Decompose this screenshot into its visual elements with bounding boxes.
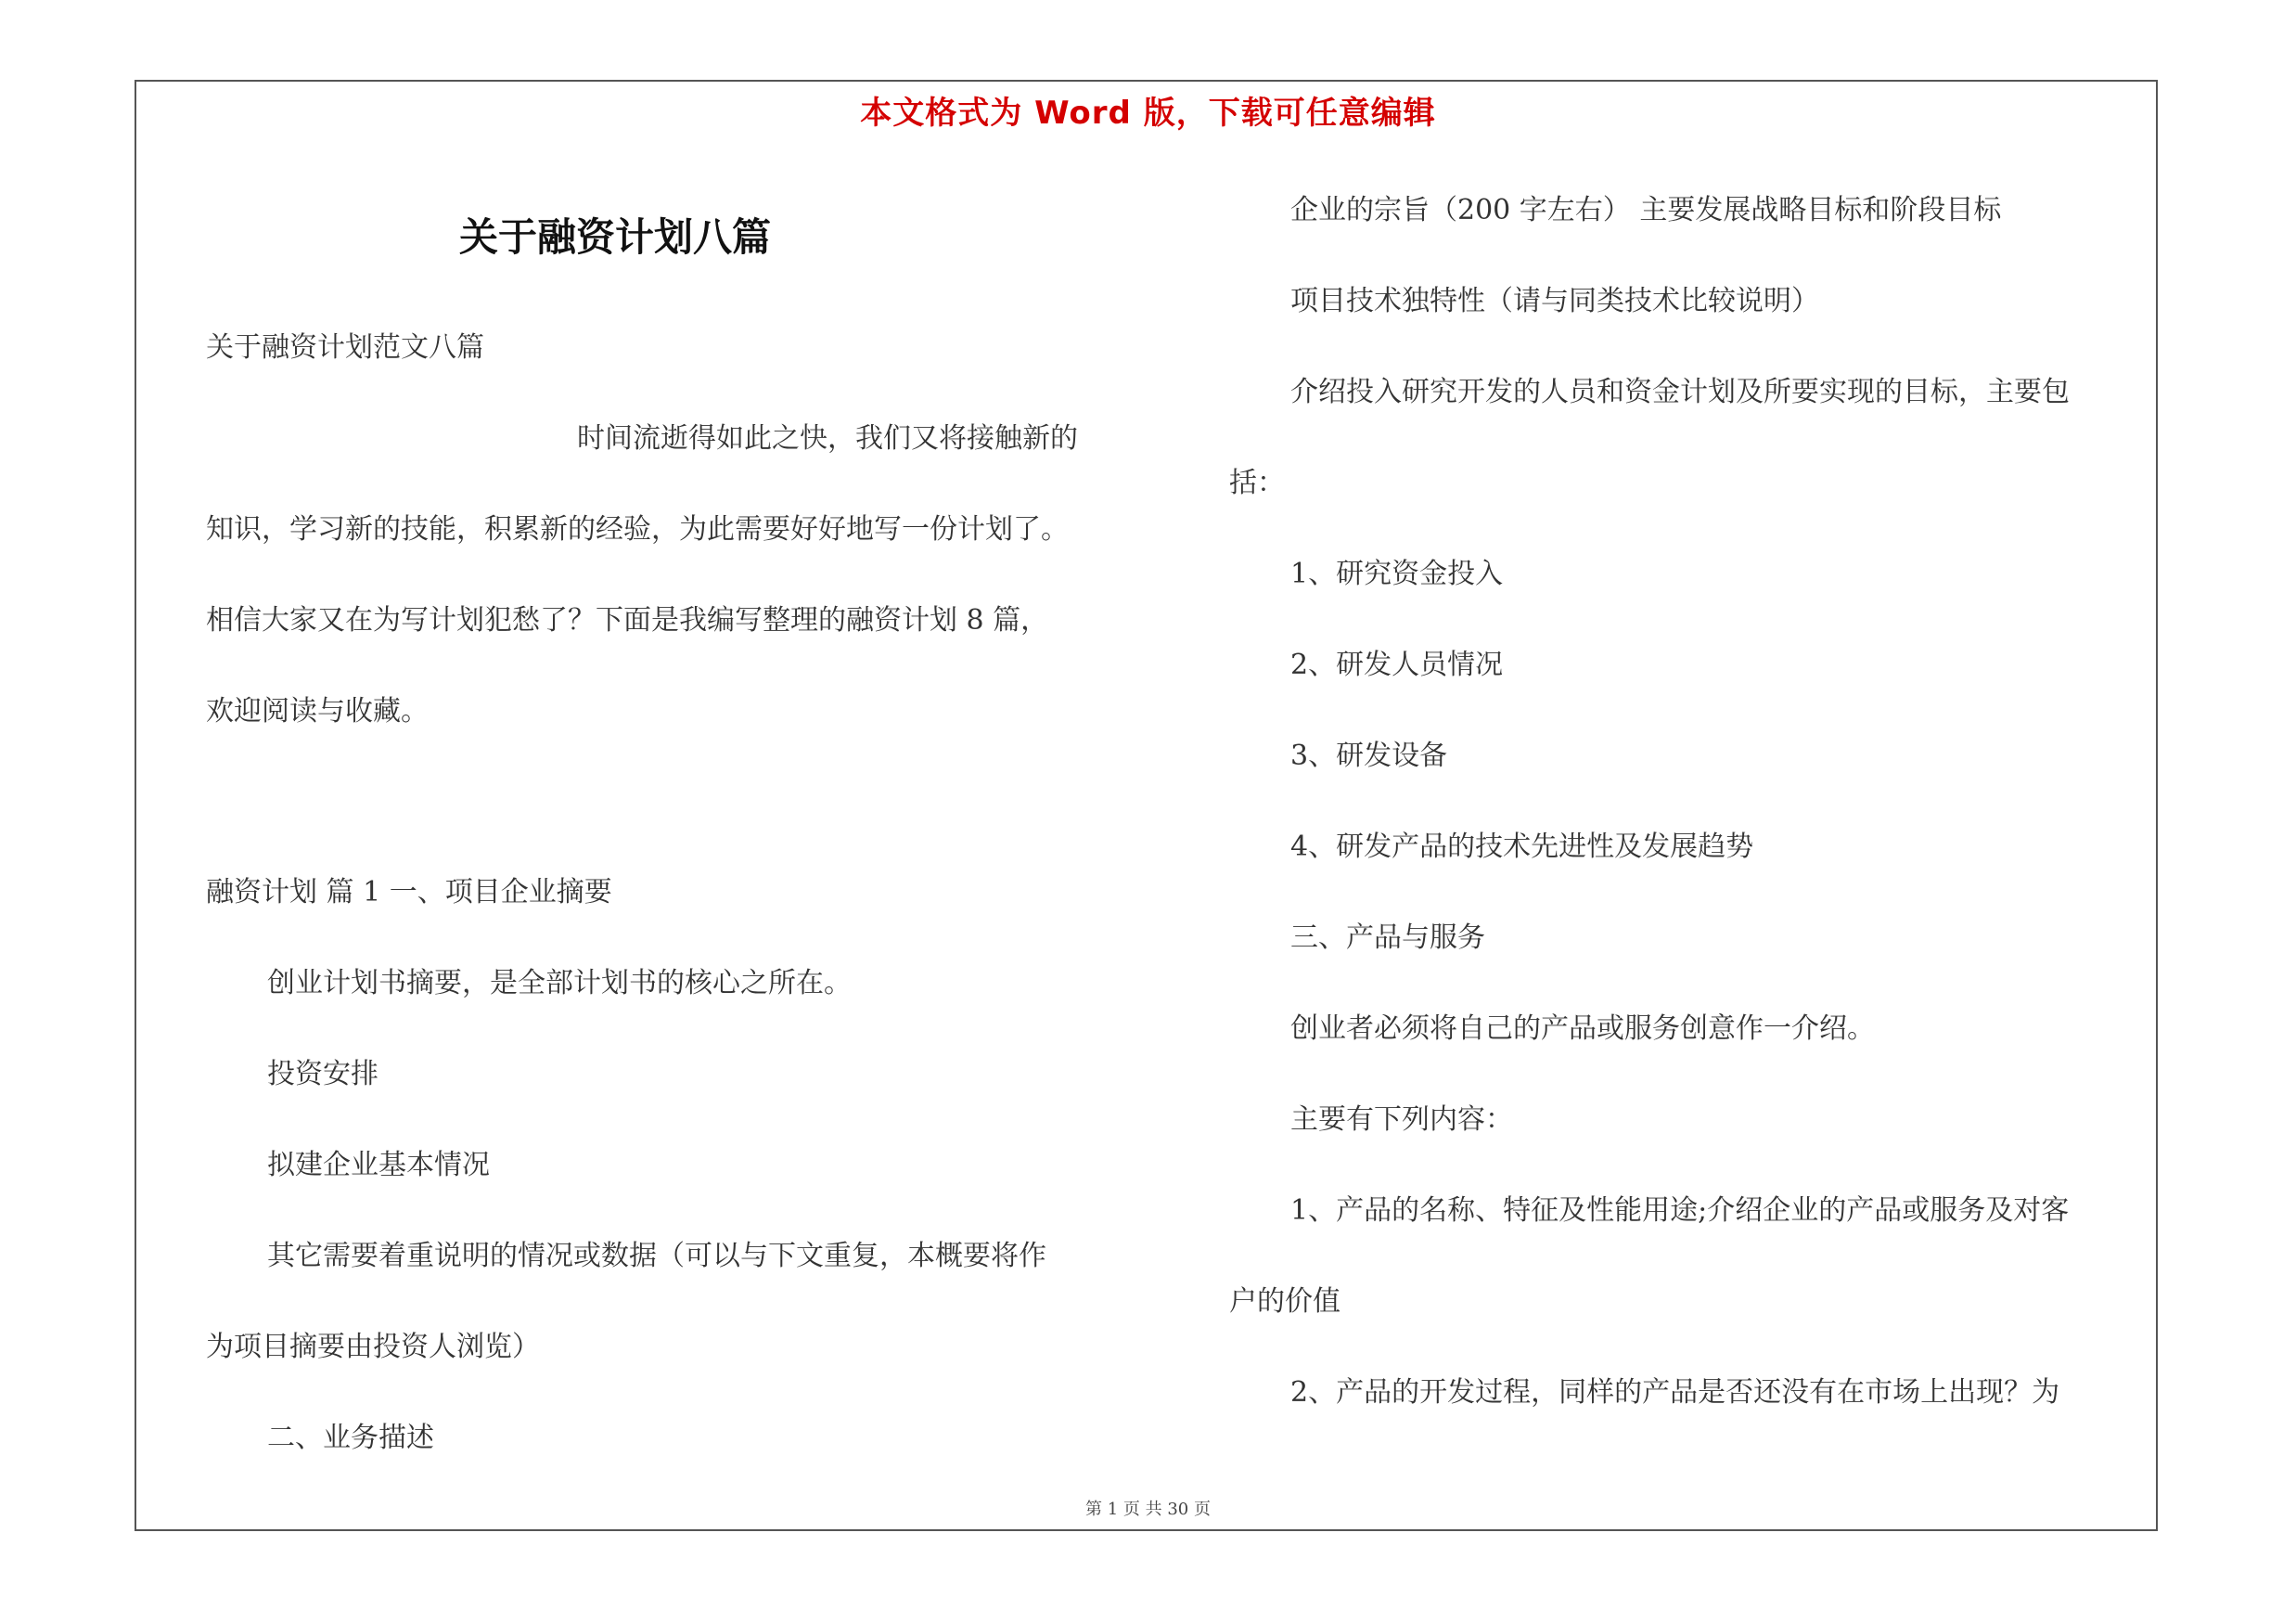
- paragraph-line: 主要有下列内容：: [1290, 1103, 1513, 1136]
- list-item: 1、研究资金投入: [1290, 558, 1504, 590]
- list-item: 3、研发设备: [1290, 740, 1448, 772]
- document-title: 关于融资计划八篇: [459, 214, 772, 260]
- paragraph-line: 创业者必须将自己的产品或服务创意作一介绍。: [1290, 1012, 1875, 1045]
- list-item: 4、研发产品的技术先进性及发展趋势: [1290, 831, 1754, 863]
- paragraph-line: 其它需要着重说明的情况或数据（可以与下文重复，本概要将作: [267, 1240, 1046, 1272]
- section-heading: 融资计划 篇 1 一、项目企业摘要: [206, 876, 612, 908]
- paragraph-line: 相信大家又在为写计划犯愁了？下面是我编写整理的融资计划 8 篇，: [206, 604, 1049, 637]
- section-heading: 二、业务描述: [267, 1422, 434, 1454]
- paragraph-line: 时间流逝得如此之快，我们又将接触新的: [577, 422, 1078, 455]
- paragraph-line: 知识，学习新的技能，积累新的经验，为此需要好好地写一份计划了。: [206, 513, 1069, 546]
- page-number-footer: 第 1 页 共 30 页: [1085, 1500, 1211, 1519]
- paragraph-line: 投资安排: [267, 1058, 378, 1090]
- paragraph-line: 项目技术独特性（请与同类技术比较说明）: [1290, 285, 1819, 317]
- paragraph-line: 括：: [1229, 467, 1285, 499]
- paragraph-line: 创业计划书摘要，是全部计划书的核心之所在。: [267, 967, 852, 999]
- section-heading: 三、产品与服务: [1290, 921, 1485, 954]
- paragraph-line: 企业的宗旨（200 字左右） 主要发展战略目标和阶段目标: [1290, 194, 2002, 226]
- list-item: 2、产品的开发过程，同样的产品是否还没有在市场上出现？为: [1290, 1376, 2060, 1409]
- subtitle: 关于融资计划范文八篇: [206, 331, 484, 364]
- paragraph-line: 为项目摘要由投资人浏览）: [206, 1331, 540, 1363]
- format-banner: 本文格式为 Word 版，下载可任意编辑: [860, 95, 1436, 132]
- list-item: 2、研发人员情况: [1290, 649, 1504, 681]
- list-item: 1、产品的名称、特征及性能用途;介绍企业的产品或服务及对客: [1290, 1194, 2070, 1227]
- paragraph-line: 欢迎阅读与收藏。: [206, 695, 429, 728]
- page-frame: [135, 80, 2158, 1531]
- paragraph-line: 介绍投入研究开发的人员和资金计划及所要实现的目标，主要包: [1290, 376, 2070, 408]
- paragraph-line: 户的价值: [1229, 1285, 1340, 1318]
- paragraph-line: 拟建企业基本情况: [267, 1149, 490, 1181]
